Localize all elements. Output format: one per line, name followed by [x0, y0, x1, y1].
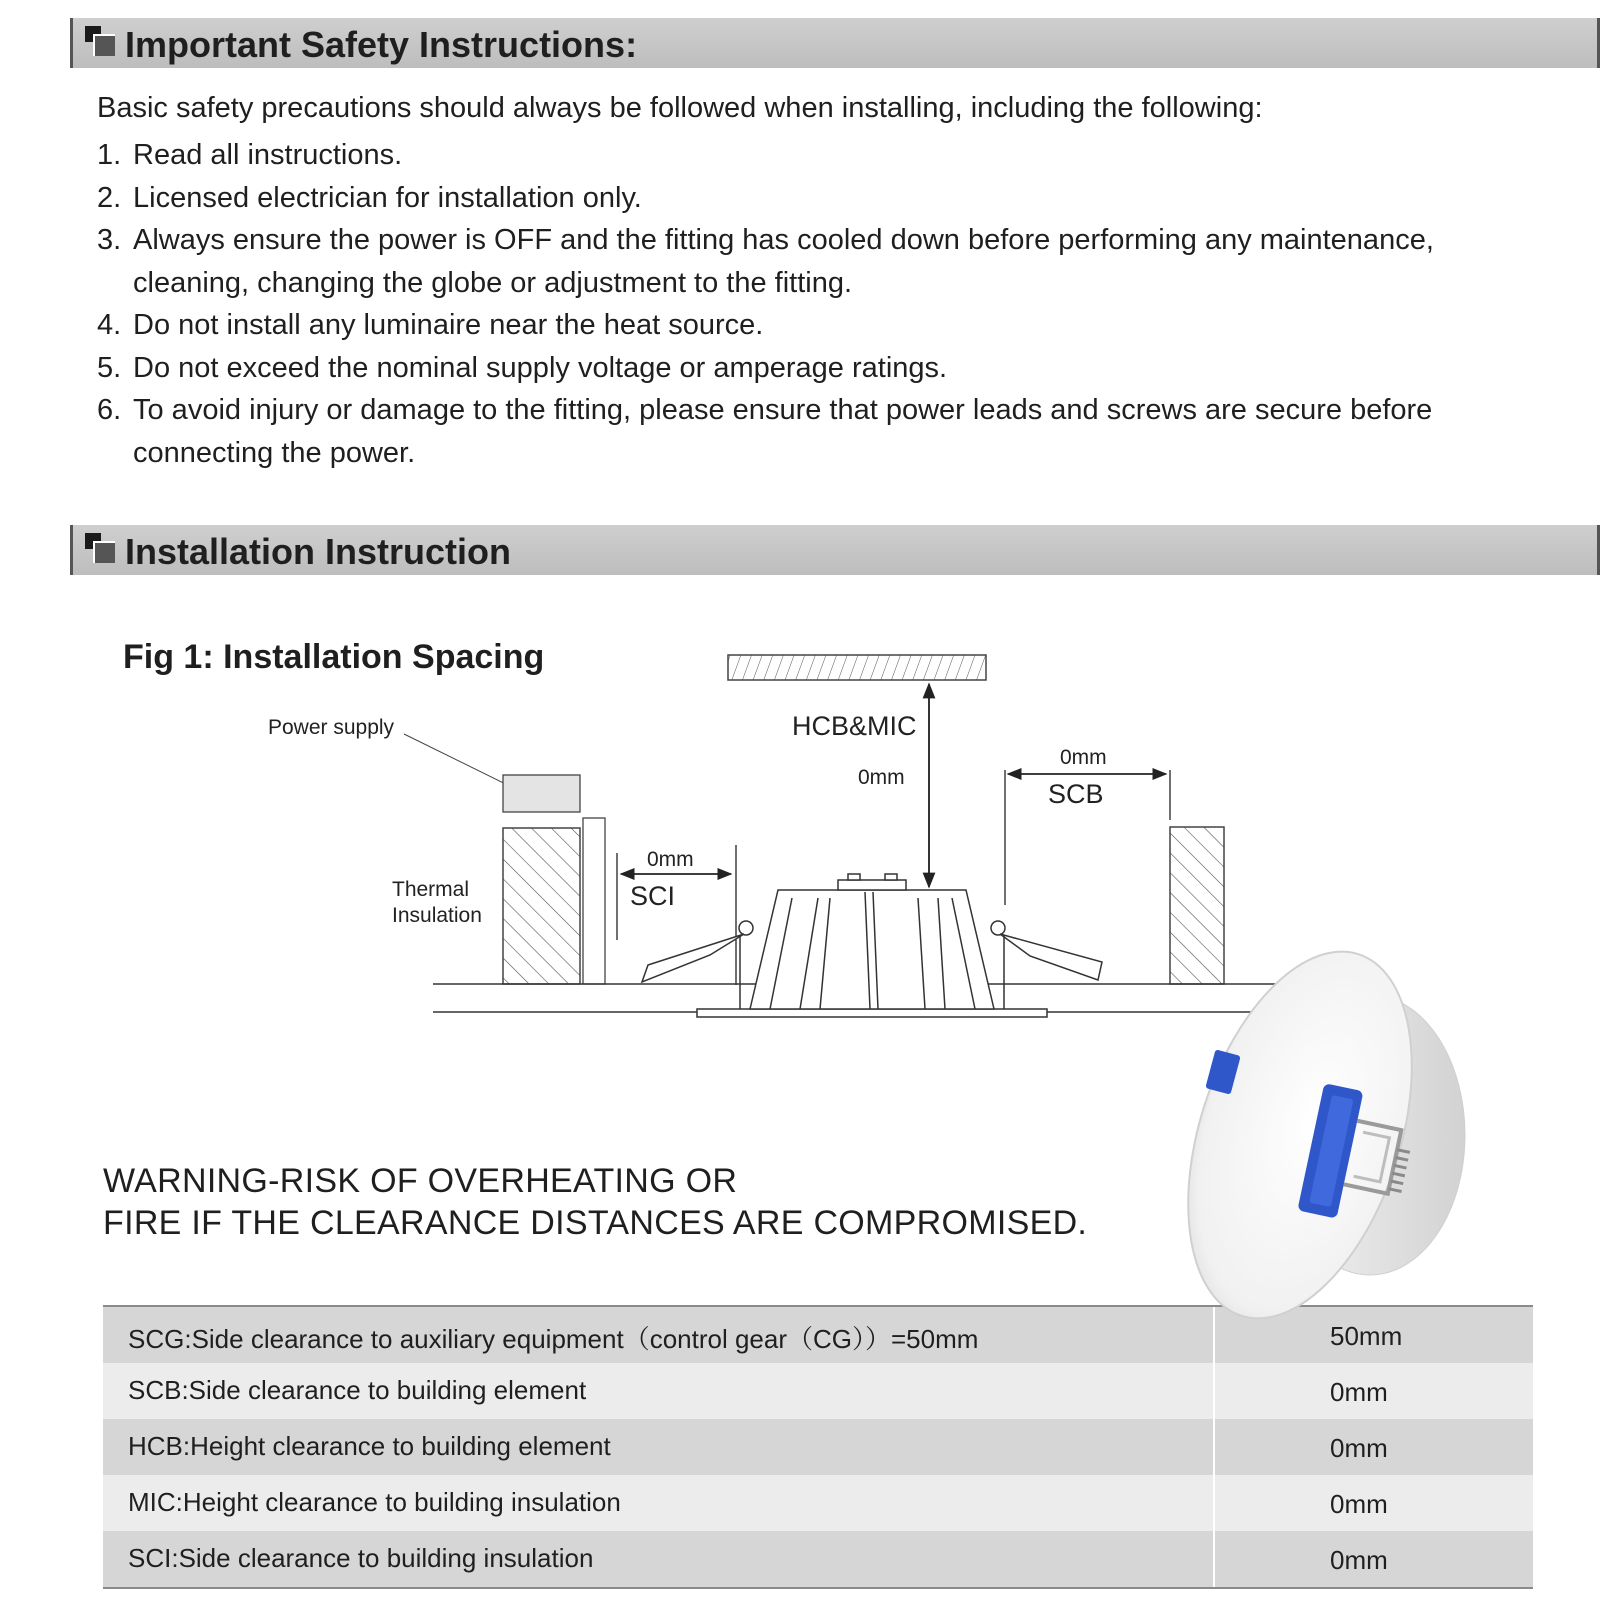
table-row [103, 1475, 1533, 1531]
clearance-value: 0mm [1330, 1545, 1388, 1575]
clearance-description: SCG:Side clearance to auxiliary equipment（control gear（CG））=50mm [128, 1324, 979, 1354]
section-title: Installation Instruction [125, 531, 512, 572]
list-item: 4. Do not install any luminaire near the heat source. [97, 309, 764, 341]
label-scb: SCB [1048, 779, 1104, 809]
table-row [103, 1531, 1533, 1587]
section-title: Important Safety Instructions: [125, 24, 638, 65]
warning-line-2: FIRE IF THE CLEARANCE DISTANCES ARE COMPROMISED. [103, 1204, 1088, 1242]
clearance-value: 0mm [1330, 1489, 1388, 1519]
clearance-description: SCI:Side clearance to building insulation [128, 1543, 594, 1573]
downlight-cross-section [642, 874, 1102, 1017]
table-row [103, 1419, 1533, 1475]
figure-title: Fig 1: Installation Spacing [123, 638, 545, 676]
warning-line-1: WARNING-RISK OF OVERHEATING OR [103, 1162, 738, 1200]
label-thermal: Thermal [392, 878, 470, 901]
clearance-description: SCB:Side clearance to building element [128, 1375, 587, 1405]
list-item: 3. Always ensure the power is OFF and the fitting has cooled down before performing any maintenance, cleaning, changing the globe or adjustment to the fitting. [97, 224, 1434, 299]
label-sci: SCI [630, 881, 676, 911]
label-hcb-mic: HCB&MIC [792, 711, 917, 741]
list-item: 2. Licensed electrician for installation only. [97, 181, 642, 214]
safety-intro: Basic safety precautions should always be followed when installing, including the following: [97, 92, 1263, 124]
label-power-supply: Power supply [268, 716, 395, 739]
clearance-table [103, 1305, 1533, 1589]
clearance-description: HCB:Height clearance to building element [128, 1431, 611, 1461]
power-supply-box [503, 775, 580, 812]
clearance-description: MIC:Height clearance to building insulation [128, 1487, 621, 1517]
overheating-warning [103, 1160, 1087, 1244]
list-item: 5. Do not exceed the nominal supply voltage or amperage ratings. [97, 351, 948, 384]
label-hcb-value: 0mm [858, 766, 905, 789]
list-item: 6. To avoid injury or damage to the fitting, please ensure that power leads and screws are secure before connecting the power. [97, 394, 1433, 469]
clearance-value: 50mm [1330, 1321, 1403, 1351]
label-sci-value: 0mm [647, 848, 694, 871]
building-element-top [728, 655, 986, 680]
clearance-value: 0mm [1330, 1433, 1388, 1463]
label-scb-value: 0mm [1060, 746, 1107, 769]
table-row [103, 1363, 1533, 1419]
list-item: 1. Read all instructions. [97, 139, 403, 171]
clearance-value: 0mm [1330, 1377, 1388, 1407]
thermal-insulation-block [503, 828, 580, 984]
label-insulation: Insulation [392, 904, 482, 927]
downlight-product-image [1180, 940, 1490, 1340]
